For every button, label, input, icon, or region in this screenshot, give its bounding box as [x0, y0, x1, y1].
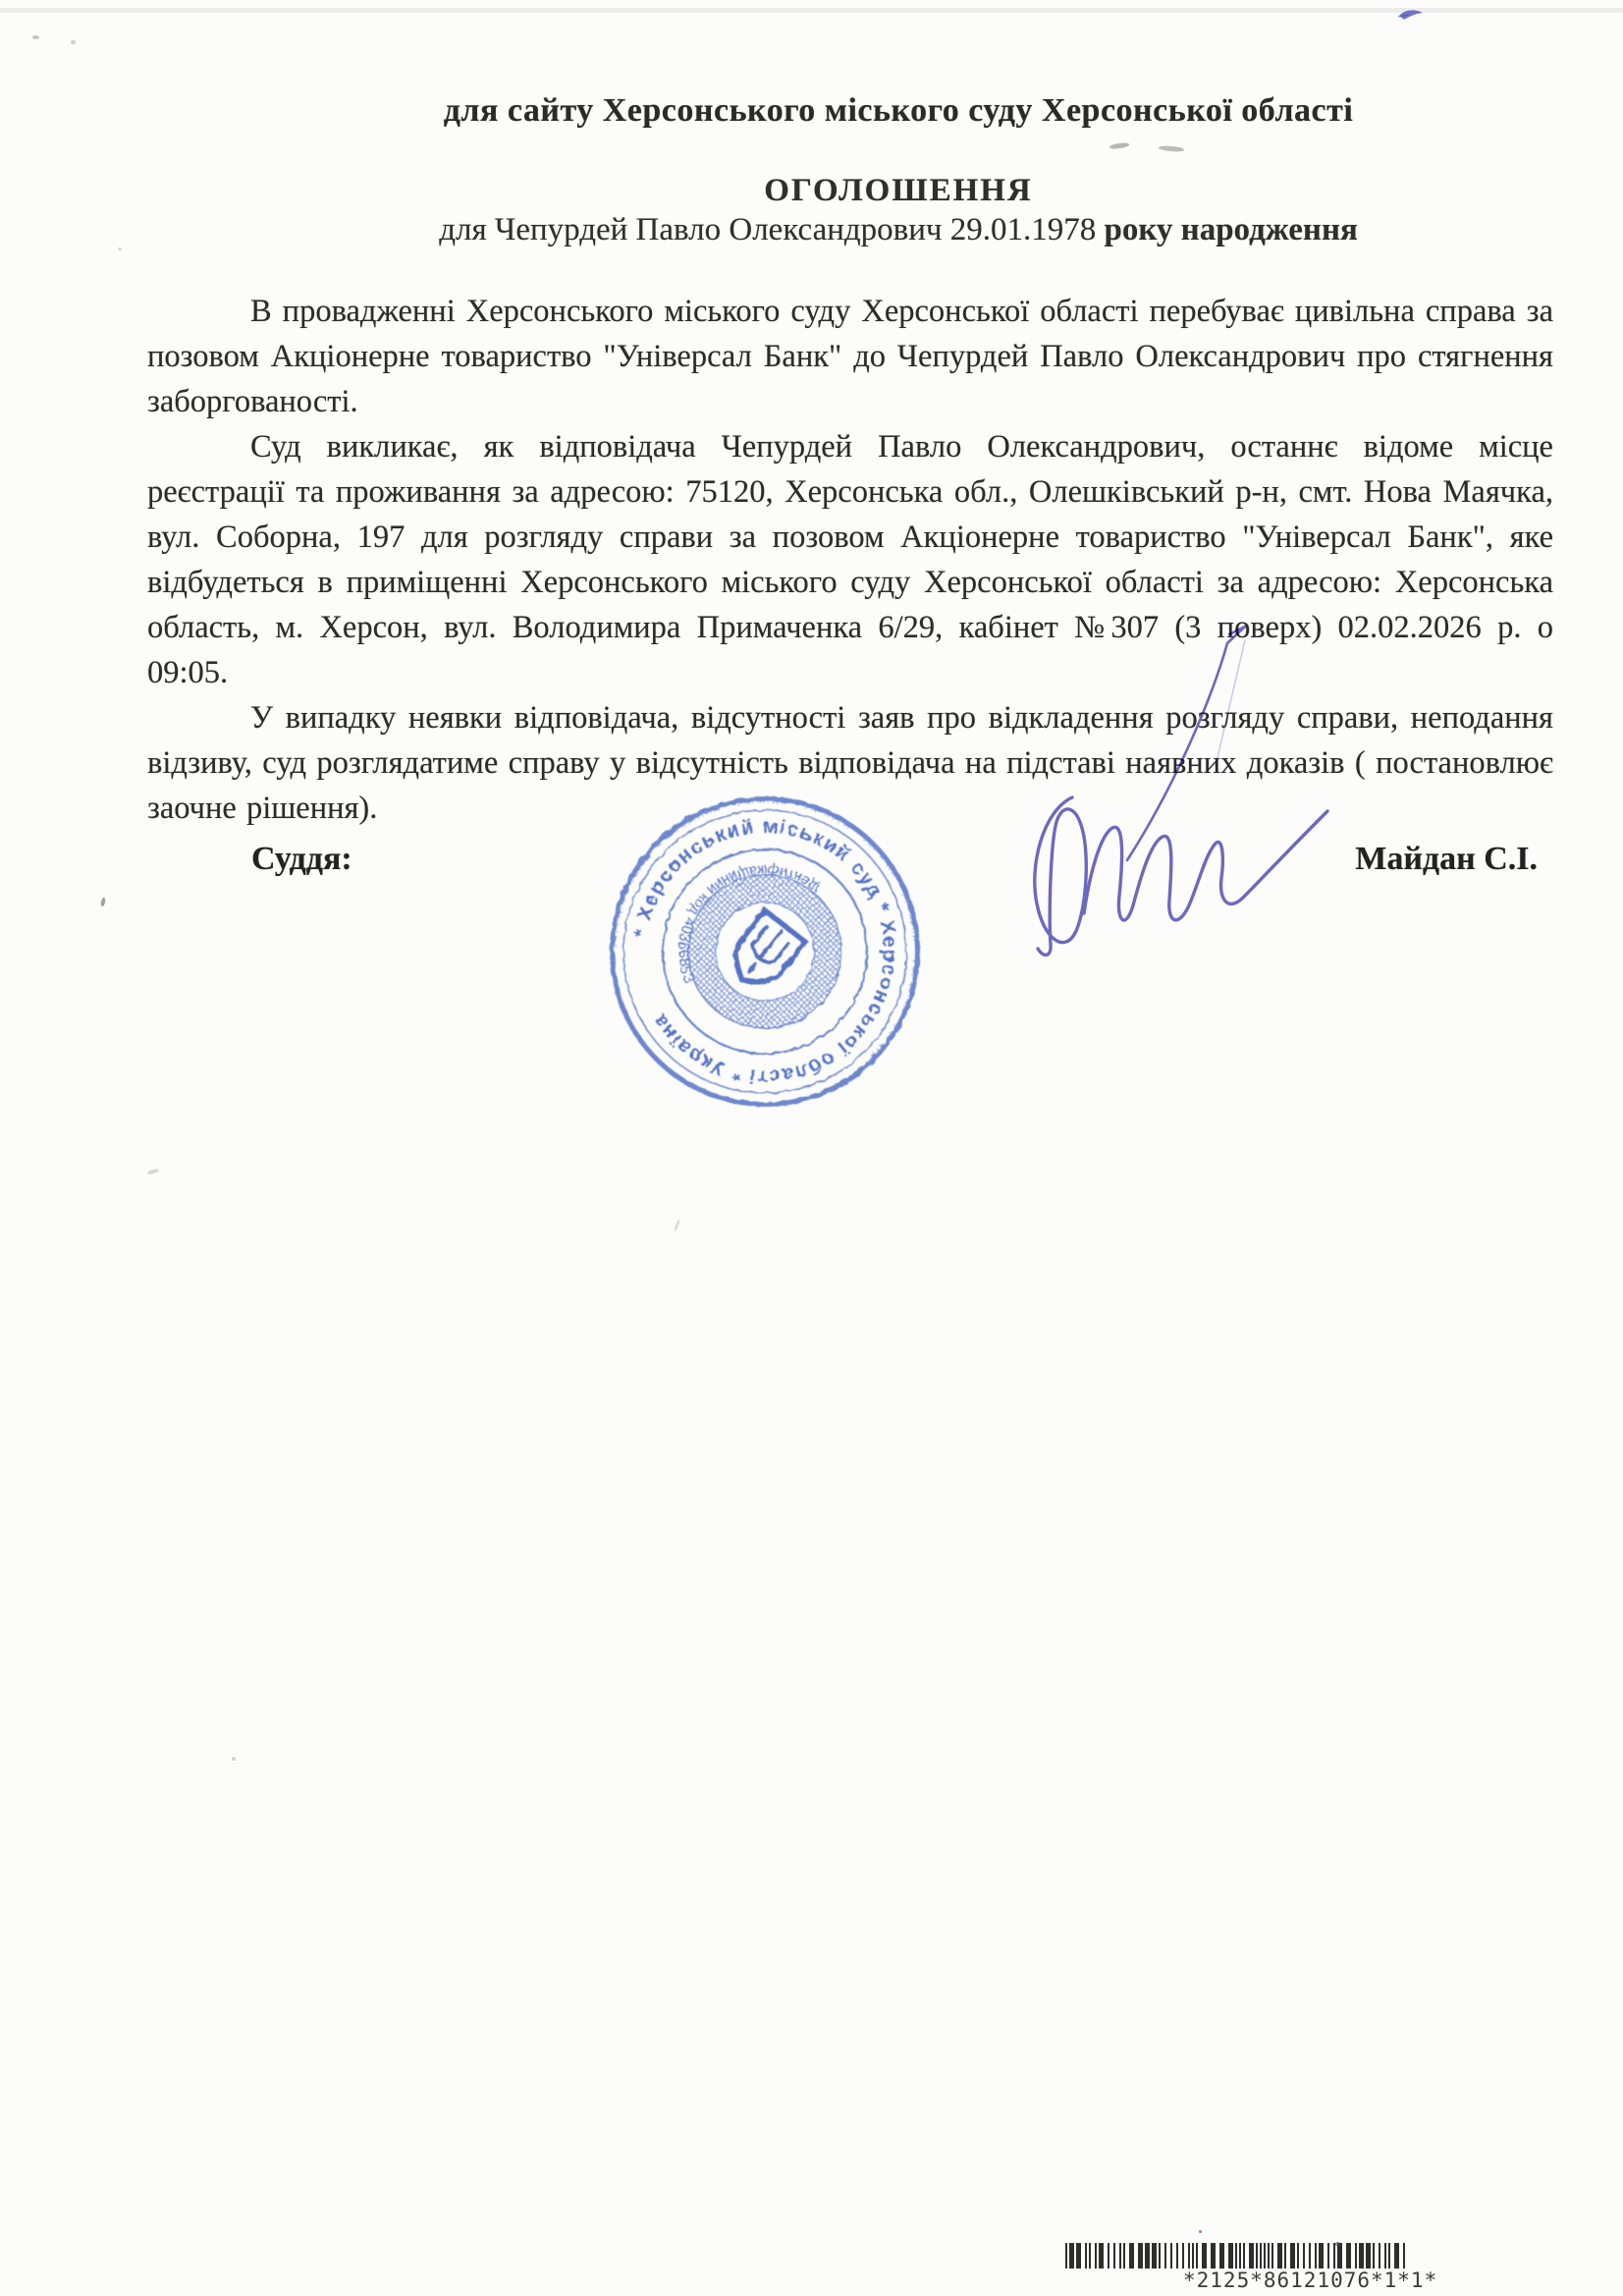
- barcode-bars: [1065, 2243, 1478, 2269]
- scan-artifact: [1159, 145, 1184, 152]
- court-stamp: [601, 788, 929, 1116]
- subtitle-suffix: року народження: [1104, 212, 1358, 247]
- scan-artifact: [674, 1220, 680, 1231]
- subtitle-person: для Чепурдей Павло Олександрович 29.01.1978: [439, 212, 1097, 247]
- signature-strokes: [1035, 627, 1327, 955]
- scan-artifact: [1109, 142, 1130, 150]
- scan-artifact: [100, 898, 106, 907]
- site-line: для сайту Херсонського міського суду Херсонської області: [443, 92, 1354, 129]
- scan-artifact: [1199, 2230, 1202, 2233]
- scan-artifact: [32, 35, 39, 39]
- scan-artifact: [0, 8, 1623, 13]
- scan-artifact: [232, 1757, 236, 1761]
- judge-label: Суддя:: [251, 841, 352, 877]
- barcode-value: *2125*86121076*1*1*: [1183, 2269, 1438, 2292]
- document-subtitle: [177, 212, 1620, 248]
- stamp-micro-ring: УКРАЇНА * УКРАЇНА * УКРАЇНА * УКРАЇНА * УКРАЇНА * УКРАЇНА * УКРАЇНА * УКРАЇНА * УКРАЇНА: [610, 795, 921, 1068]
- ink-blot-artifact: [1398, 6, 1424, 22]
- paragraph-case-info: В провадженні Херсонського міського суду Херсонської області перебуває цивільна справа за позовом Акціонерне товариство "Універсал Банк" до Чепурдей Павло Олександрович про стягнення заборгованості.: [147, 294, 1553, 419]
- document-title: ОГОЛОШЕННЯ: [764, 173, 1033, 208]
- barcode: [1065, 2243, 1478, 2292]
- judge-signature: [1011, 519, 1345, 970]
- scan-artifact: [71, 40, 76, 44]
- judge-name: Майдан С.І.: [1355, 841, 1538, 877]
- scan-artifact: [1335, 2242, 1340, 2246]
- tryzub-emblem-icon: [723, 910, 805, 996]
- paragraph-warning: У випадку неявки відповідача, відсутності заяв про відкладення розгляду справи, неподання відзиву, суд розглядатиме справу у відсутність відповідача на підставі наявних доказів ( постановлює заочне рішення).: [147, 700, 1553, 826]
- scan-artifact: [147, 1169, 160, 1175]
- stamp-graphic: [610, 796, 920, 1105]
- stamp-inner-ring-text: ідентифікаційний код 40366853: [675, 861, 824, 986]
- scan-artifact: [118, 247, 122, 250]
- stamp-outer-ring-text: * Херсонський міський суд * Херсонської області * Україна: [628, 814, 902, 1089]
- paragraph-summons: Суд викликає, як відповідача Чепурдей Павло Олександрович, останнє відоме місце реєстрації та проживання за адресою: 75120, Херсонська обл., Олешківський р-н, смт. Нова Маячка, вул. Соборна, 197 для розгляду справи за позовом Акціонерне товариство "Універсал Банк", яке відбудеться в приміщенні Херсонського міського суду Херсонської області за адресою: Херсонська область, м. Херсон, вул. Володимира Примаченка 6/29, кабінет №307 (3 поверх) 02.02.2026 р. о 09:05.: [147, 429, 1553, 690]
